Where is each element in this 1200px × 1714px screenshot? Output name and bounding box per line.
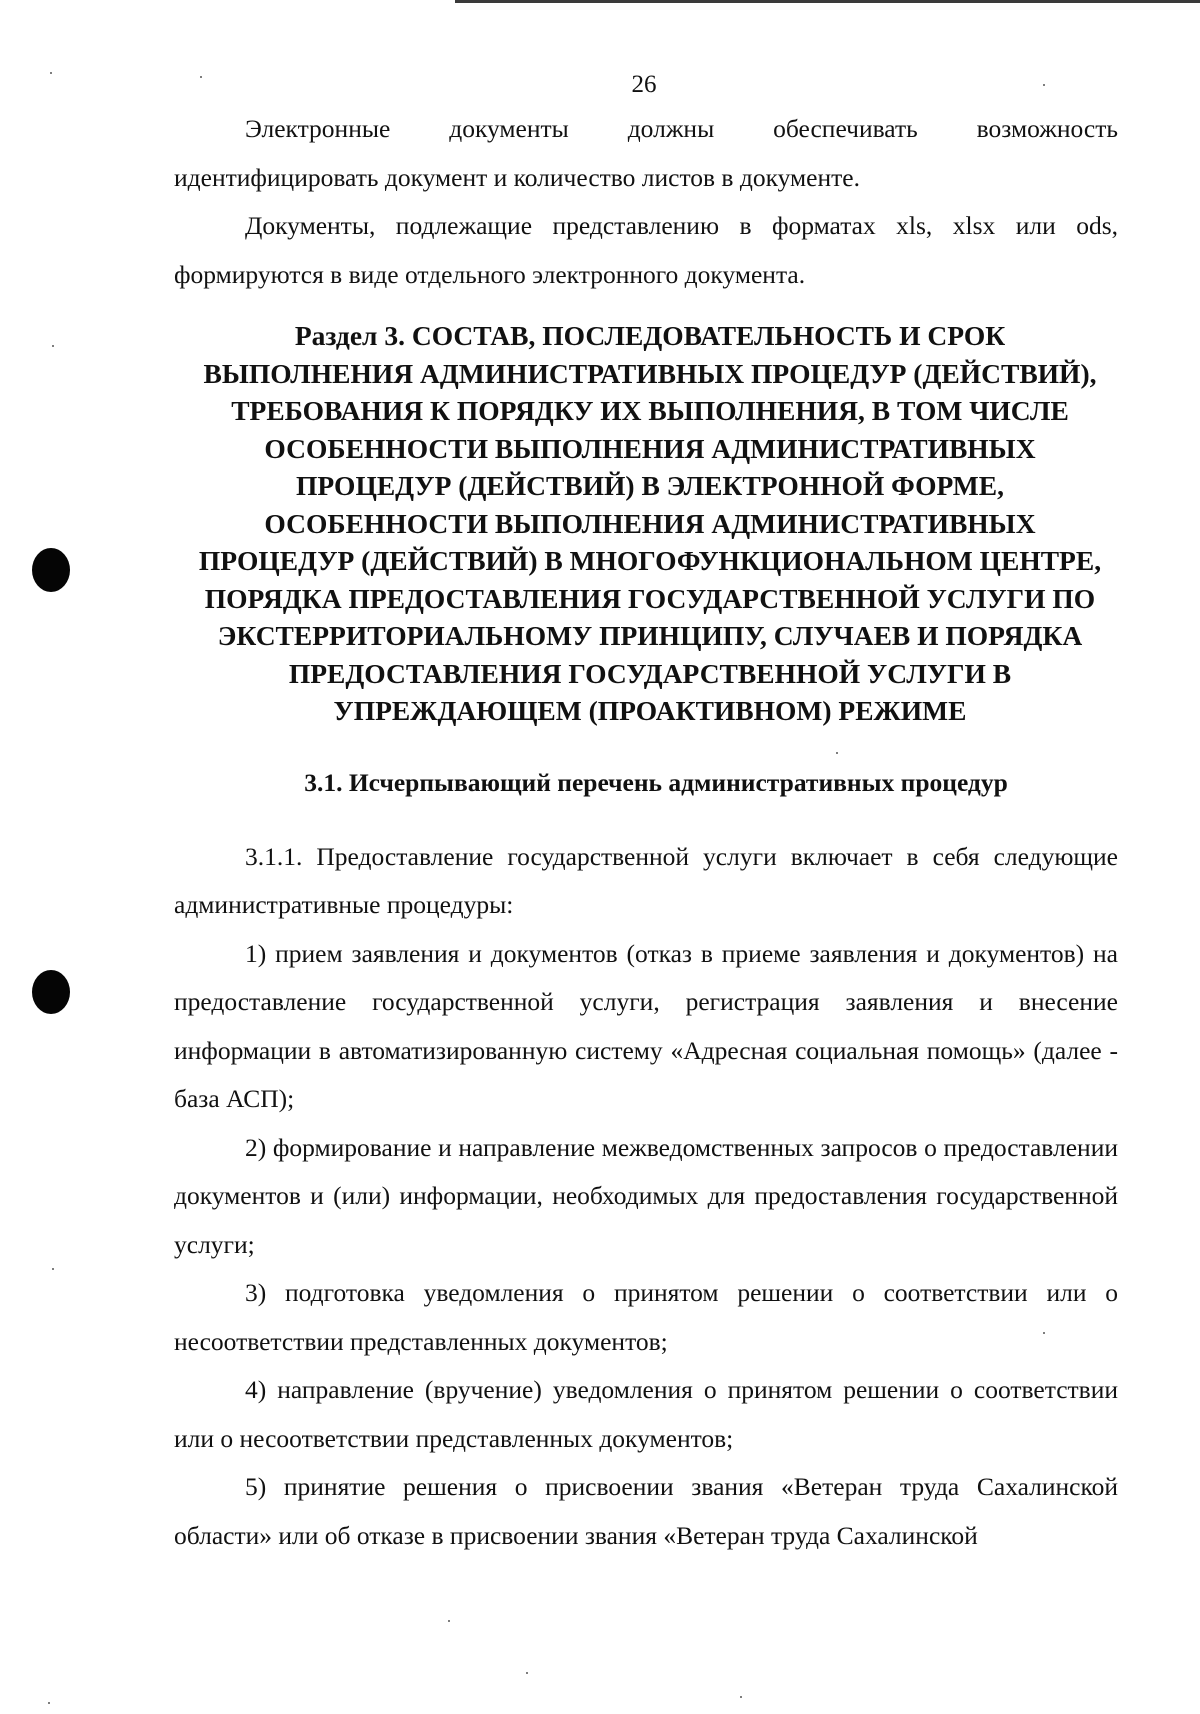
- list-item: 5) принятие решения о присвоении звания «Ветеран труда Сахалинской области» или об отказе в присвоении звания «Ветеран труда Сахалинской: [174, 1472, 1118, 1550]
- page-number: 26: [631, 71, 657, 98]
- subsection-heading: 3.1. Исчерпывающий перечень административных процедур: [304, 767, 1008, 797]
- paragraph: Документы, подлежащие представлению в форматах xls, xlsx или ods, формируются в виде отдельного электронного документа.: [174, 211, 1118, 289]
- section-heading-line: ПОРЯДКА ПРЕДОСТАВЛЕНИЯ ГОСУДАРСТВЕННОЙ УСЛУГИ ПО: [204, 582, 1096, 614]
- section-heading-line: ОСОБЕННОСТИ ВЫПОЛНЕНИЯ АДМИНИСТРАТИВНЫХ: [264, 432, 1036, 464]
- section-heading-line: ПРОЦЕДУР (ДЕЙСТВИЙ) В МНОГОФУНКЦИОНАЛЬНОМ ЦЕНТРЕ,: [198, 545, 1102, 576]
- section-heading-line: ОСОБЕННОСТИ ВЫПОЛНЕНИЯ АДМИНИСТРАТИВНЫХ: [264, 507, 1036, 539]
- scan-speck: [448, 1620, 450, 1622]
- section-heading-line: ЭКСТЕРРИТОРИАЛЬНОМУ ПРИНЦИПУ, СЛУЧАЕВ И ПОРЯДКА: [217, 620, 1083, 651]
- scan-speck: [52, 345, 54, 347]
- list-item: 3) подготовка уведомления о принятом решении о соответствии или о несоответствии представленных документов;: [174, 1278, 1118, 1356]
- section-heading-line: Раздел 3. СОСТАВ, ПОСЛЕДОВАТЕЛЬНОСТЬ И СРОК: [294, 320, 1006, 351]
- scan-speck: [48, 1702, 50, 1704]
- procedures-list: [174, 833, 1118, 1561]
- paragraph: 3.1.1. Предоставление государственной услуги включает в себя следующие административные процедуры:: [174, 841, 1118, 919]
- section-heading: [174, 317, 1118, 730]
- punch-hole-lower: [32, 970, 70, 1014]
- section-heading-line: ПРЕДОСТАВЛЕНИЯ ГОСУДАРСТВЕННОЙ УСЛУГИ В: [288, 657, 1012, 689]
- section-heading-line: ТРЕБОВАНИЯ К ПОРЯДКУ ИХ ВЫПОЛНЕНИЯ, В ТОМ ЧИСЛЕ: [231, 395, 1069, 426]
- top-border-line: [455, 0, 1200, 3]
- list-item: 1) прием заявления и документов (отказ в приеме заявления и документов) на предоставление государственной услуги, регистрация заявления и внесение информации в автоматизированную систему «Адресная социальная помощь» (далее - база АСП);: [174, 938, 1118, 1113]
- paragraph: Электронные документы должны обеспечивать возможность идентифицировать документ и количество листов в документе.: [174, 114, 1118, 192]
- list-item: 2) формирование и направление межведомственных запросов о предоставлении документов и (или) информации, необходимых для предоставления государственной услуги;: [174, 1132, 1118, 1259]
- punch-hole-upper: [32, 548, 70, 592]
- list-item: 4) направление (вручение) уведомления о принятом решении о соответствии или о несоответствии представленных документов;: [174, 1375, 1118, 1453]
- section-heading-line: ПРОЦЕДУР (ДЕЙСТВИЙ) В ЭЛЕКТРОННОЙ ФОРМЕ,: [296, 470, 1004, 501]
- scan-speck: [52, 1268, 54, 1270]
- section-heading-line: ВЫПОЛНЕНИЯ АДМИНИСТРАТИВНЫХ ПРОЦЕДУР (ДЕЙСТВИЙ),: [203, 357, 1097, 389]
- scan-speck: [526, 1672, 528, 1674]
- scan-speck: [740, 1696, 742, 1698]
- section-heading-line: УПРЕЖДАЮЩЕМ (ПРОАКТИВНОМ) РЕЖИМЕ: [333, 695, 967, 726]
- document-body: [174, 105, 1118, 1560]
